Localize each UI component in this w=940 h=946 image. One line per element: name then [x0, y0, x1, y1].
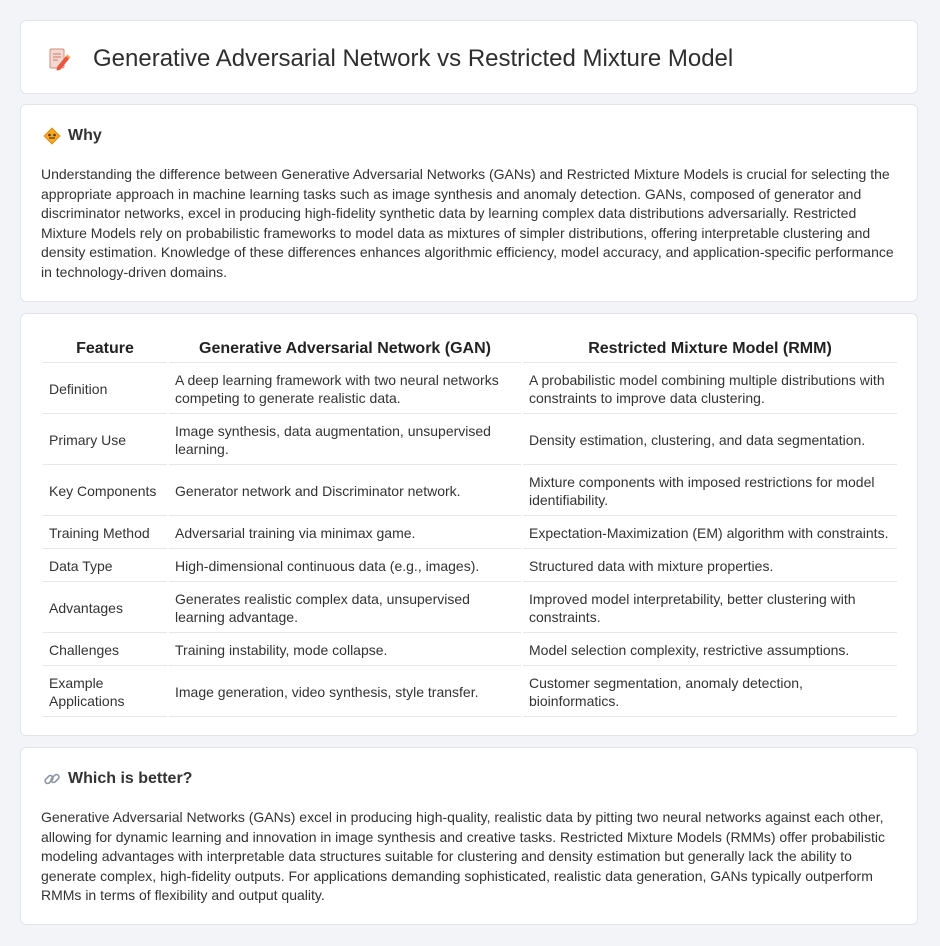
feature-cell: Advantages	[43, 584, 167, 633]
feature-cell: Training Method	[43, 518, 167, 549]
table-row	[43, 518, 897, 549]
feature-cell: Data Type	[43, 551, 167, 582]
gan-cell: Generates realistic complex data, unsupervised learning advantage.	[169, 584, 521, 633]
better-title: Which is better?	[68, 770, 193, 787]
table-row	[43, 668, 897, 717]
rmm-cell: Improved model interpretability, better clustering with constraints.	[523, 584, 897, 633]
why-section	[20, 104, 918, 302]
rmm-cell: Density estimation, clustering, and data segmentation.	[523, 416, 897, 465]
header-rmm: Restricted Mixture Model (RMM)	[523, 336, 897, 363]
diamond-sign-icon	[43, 127, 61, 145]
table-row	[43, 635, 897, 666]
gan-cell: Image generation, video synthesis, style transfer.	[169, 668, 521, 717]
header-gan: Generative Adversarial Network (GAN)	[169, 336, 521, 363]
comparison-table	[41, 334, 899, 719]
better-heading	[43, 768, 192, 790]
page-title: Generative Adversarial Network vs Restricted Mixture Model	[93, 45, 734, 72]
comparison-section	[20, 313, 918, 736]
feature-cell: Definition	[43, 365, 167, 414]
which-better-section	[20, 747, 918, 925]
feature-cell: Example Applications	[43, 668, 167, 717]
rmm-cell: Model selection complexity, restrictive assumptions.	[523, 635, 897, 666]
gan-cell: Adversarial training via minimax game.	[169, 518, 521, 549]
feature-cell: Key Components	[43, 467, 167, 516]
table-row	[43, 551, 897, 582]
table-row	[43, 467, 897, 516]
header-card	[20, 20, 918, 94]
rmm-cell: Customer segmentation, anomaly detection, bioinformatics.	[523, 668, 897, 717]
rmm-cell: Mixture components with imposed restrictions for model identifiability.	[523, 467, 897, 516]
why-title: Why	[68, 127, 102, 144]
better-text: Generative Adversarial Networks (GANs) excel in producing high-quality, realistic data by pitting two neural networks against each other, allowing for dynamic learning and innovation in image synthesis and creative tasks. Restricted Mixture Models (RMMs) offer probabilistic modeling advantages with interpretable data structures suitable for clustering and density estimation but generally lack the ability to generate complex, high-fidelity outputs. For applications demanding sophisticated, realistic data generation, GANs typically outperform RMMs in terms of flexibility and output quality.	[41, 809, 885, 903]
feature-cell: Primary Use	[43, 416, 167, 465]
rmm-cell: Expectation-Maximization (EM) algorithm with constraints.	[523, 518, 897, 549]
table-row	[43, 584, 897, 633]
gan-cell: A deep learning framework with two neural networks competing to generate realistic data.	[169, 365, 521, 414]
link-icon	[43, 770, 61, 788]
table-row	[43, 416, 897, 465]
table-header-row	[43, 336, 897, 363]
feature-cell: Challenges	[43, 635, 167, 666]
gan-cell: High-dimensional continuous data (e.g., images).	[169, 551, 521, 582]
header-feature: Feature	[43, 336, 167, 363]
rmm-cell: A probabilistic model combining multiple distributions with constraints to improve data clustering.	[523, 365, 897, 414]
gan-cell: Training instability, mode collapse.	[169, 635, 521, 666]
table-row	[43, 365, 897, 414]
why-heading	[43, 125, 102, 147]
gan-cell: Generator network and Discriminator network.	[169, 467, 521, 516]
document-pencil-icon	[47, 47, 71, 71]
why-text: Understanding the difference between Generative Adversarial Networks (GANs) and Restricted Mixture Models is crucial for selecting the appropriate approach in machine learning tasks such as image synthesis and anomaly detection. GANs, composed of generator and discriminator networks, excel in producing high-fidelity synthetic data by learning complex data distributions adversarially. Restricted Mixture Models rely on probabilistic frameworks to model data as mixtures of simpler distributions, offering interpretable clustering and density estimation. Knowledge of these differences enhances algorithmic efficiency, model accuracy, and application-specific performance in technology-driven domains.	[41, 166, 894, 280]
gan-cell: Image synthesis, data augmentation, unsupervised learning.	[169, 416, 521, 465]
rmm-cell: Structured data with mixture properties.	[523, 551, 897, 582]
